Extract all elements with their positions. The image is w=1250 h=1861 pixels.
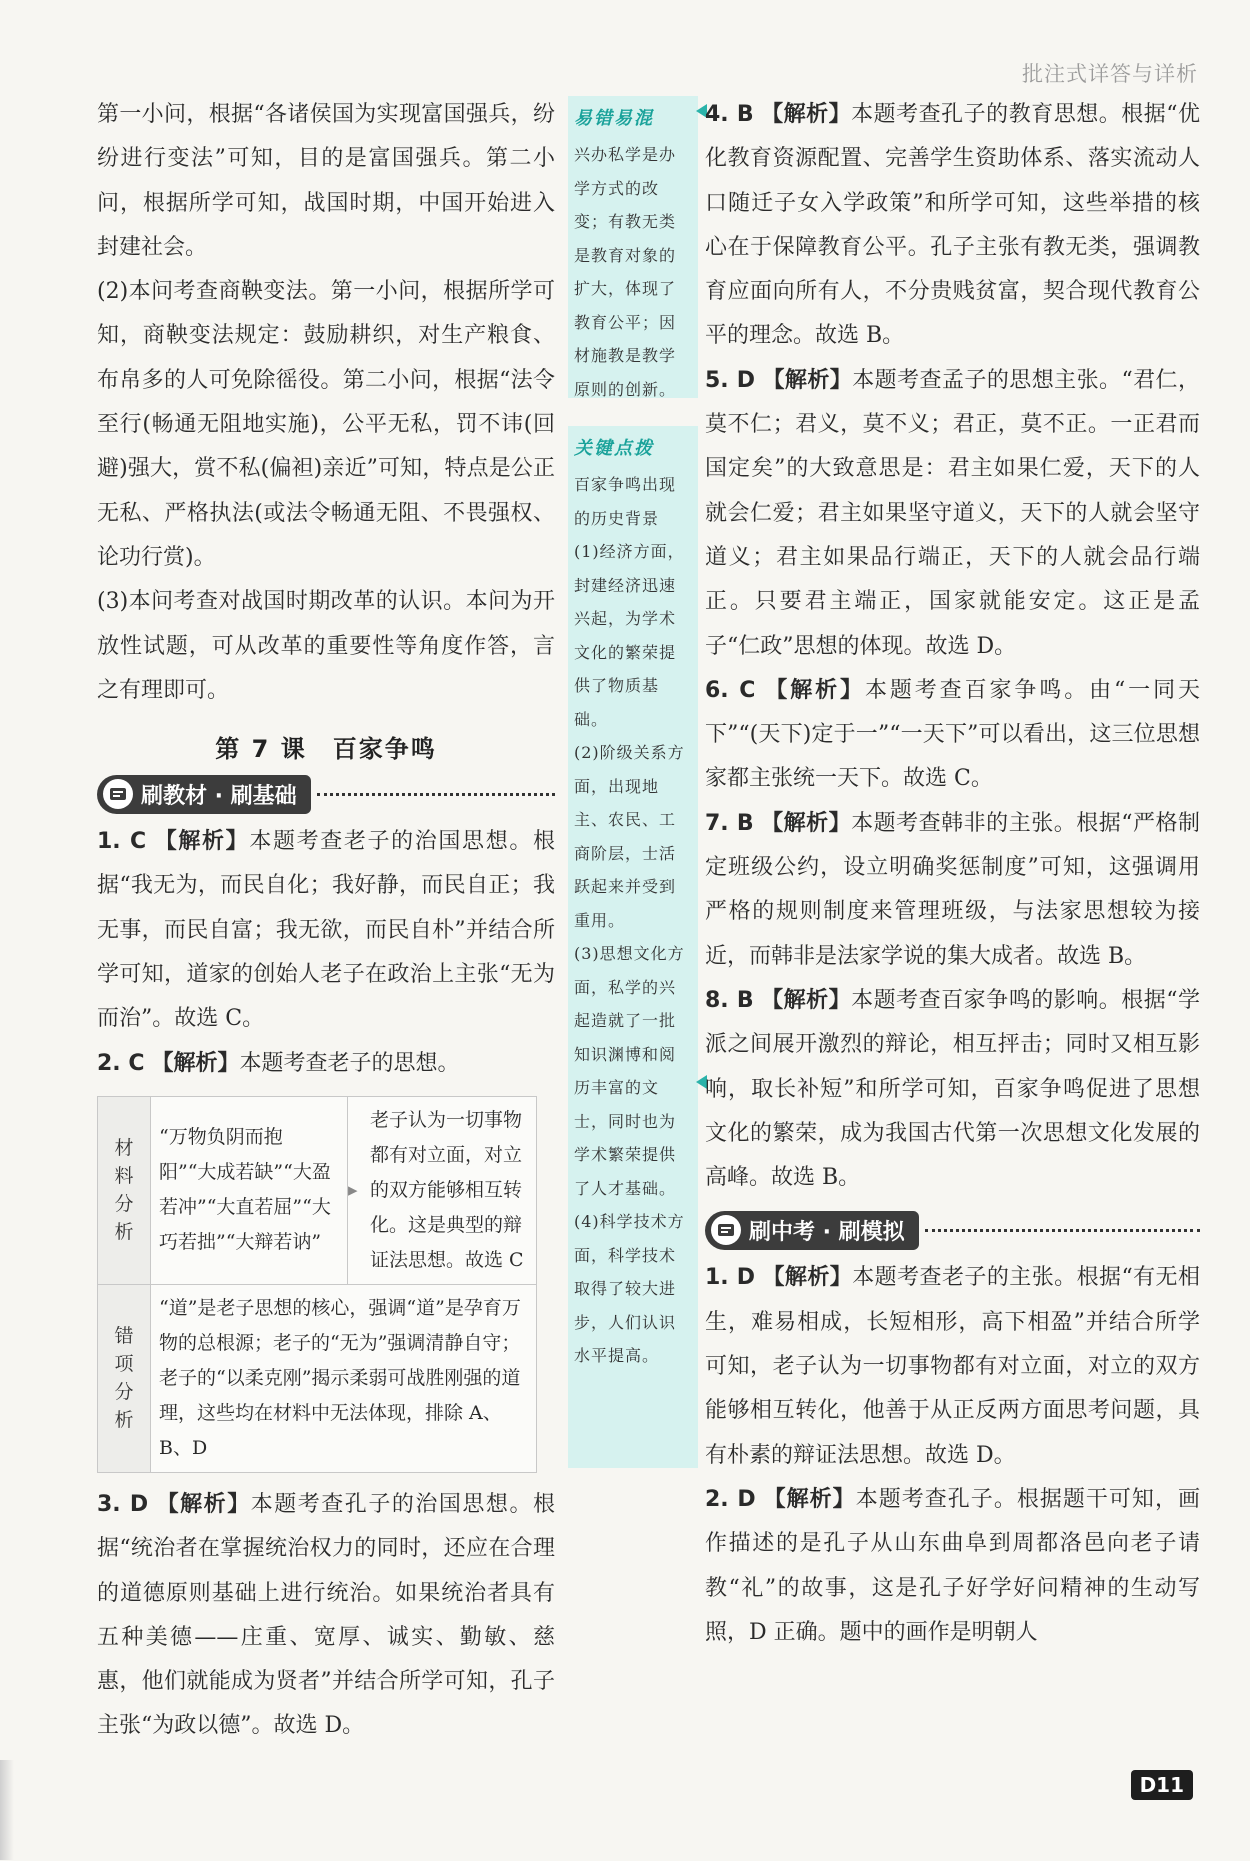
answer-7 [705, 802, 1200, 979]
right-column [705, 93, 1200, 1655]
answer-text: 本题考查孔子。根据题干可知，画作描述的是孔子从山东曲阜到周都洛邑向老子请教“礼”的故事，这是孔子好学好问精神的生动写照，D 正确。题中的画作是明朝人 [705, 1486, 1200, 1645]
material-conclusion: 老子认为一切事物都有对立面，对立的双方能够相互转化。这是典型的辩证法思想。故选 C [362, 1096, 537, 1284]
banner-dotted-line [317, 793, 555, 796]
answer-text: 本题考查百家争鸣。由“一同天下”“(天下)定于一”“一天下”可以看出，这三位思想家都主张统一天下。故选 C。 [705, 677, 1200, 792]
exam-answer-1 [705, 1256, 1200, 1477]
table-row [98, 1284, 537, 1472]
side-title-key-points: 关键点拨 [574, 438, 654, 459]
answer-4 [705, 93, 1200, 359]
lesson-title: 第 7 课 百家争鸣 [215, 735, 437, 764]
analysis-tag: 【解析】 [761, 810, 852, 836]
analysis-tag: 【解析】 [156, 1491, 251, 1517]
page-spine-shadow [0, 1760, 14, 1860]
side-text-error-prone: 兴办私学是办学方式的改变；有教无类是教育对象的扩大，体现了教育公平；因材施教是教学原则的创新。 [574, 145, 677, 399]
answer-8 [705, 979, 1200, 1200]
answer-number: 2. C [97, 1050, 145, 1076]
intro-paragraph-2: (2)本问考查商鞅变法。第一小问，根据所学可知，商鞅变法规定：鼓励耕织，对生产粮食、布帛多的人可免除徭役。第二小问，根据“法令至行(畅通无阻地实施)，公平无私，罚不讳(回避)强大，赏不私(偏袒)亲近”可知，特点是公正无私、严格执法(或法令畅通无阻、不畏强权、论功行赏)。 [97, 279, 555, 570]
answer-6 [705, 669, 1200, 802]
side-notes [568, 96, 698, 1468]
answer-2 [97, 1042, 555, 1086]
analysis-tag: 【解析】 [154, 829, 250, 855]
answer-number: 3. D [97, 1491, 149, 1517]
page-number: D11 [1131, 1770, 1193, 1800]
answer-number: 8. B [705, 987, 754, 1013]
analysis-tag: 【解析】 [762, 1265, 853, 1291]
side-text-key-points: 百家争鸣出现的历史背景 (1)经济方面，封建经济迅速兴起，为学术文化的繁荣提供了物质基础。 (2)阶级关系方面，出现地主、农民、工商阶层，士活跃起来并受到重用。 (3)思想文化方面，私学的兴起造就了一批知识渊博和阅历丰富的文士，同时也为学术繁荣提供了人才基础。 (4)科学技术方面，科学技术取得了较大进步，人们认识水平提高。 [574, 475, 685, 1365]
analysis-tag: 【解析】 [765, 677, 865, 703]
answer-number: 2. D [705, 1486, 756, 1512]
answer-text: 本题考查孔子的教育思想。根据“优化教育资源配置、完善学生资助体系、落实流动人口随迁子女入学政策”和所学可知，这些举措的核心在于保障教育公平。孔子主张有教无类，强调教育应面向所有人，不分贵贱贫富，契合现代教育公平的理念。故选 B。 [705, 102, 1200, 349]
answer-text: 本题考查老子的主张。根据“有无相生，难易相成，长短相形，高下相盈”并结合所学可知，老子认为一切事物都有对立面，对立的双方能够相互转化，他善于从正反两方面思考问题，具有朴素的辩证法思想。故选 D。 [705, 1265, 1200, 1468]
answer-number: 1. C [97, 829, 147, 855]
row-head-material: 材料分析 [98, 1096, 151, 1284]
side-note-error-prone [568, 96, 698, 398]
exam-answer-2 [705, 1478, 1200, 1655]
analysis-table [97, 1096, 537, 1473]
row-head-wrong-options: 错项分析 [98, 1284, 151, 1472]
banner-dotted-line [925, 1229, 1200, 1232]
analysis-tag: 【解析】 [151, 1050, 240, 1076]
side-note-key-points [568, 426, 698, 1468]
intro-paragraph-1: 第一小问，根据“各诸侯国为实现富国强兵，纷纷进行变法”可知，目的是富国强兵。第二小问，根据所学可知，战国时期，中国开始进入封建社会。 [97, 102, 555, 260]
answer-text: 本题考查老子的治国思想。根据“我无为，而民自化；我好静，而民自正；我无事，而民自富；我无欲，而民自朴”并结合所学可知，道家的创始人老子在政治上主张“无为而治”。故选 C。 [97, 829, 555, 1032]
answer-number: 4. B [705, 102, 754, 127]
answer-number: 6. C [705, 677, 756, 703]
wrong-options-text: “道”是老子思想的核心，强调“道”是孕育万物的总根源；老子的“无为”强调清静自守；老子的“以柔克刚”揭示柔弱可战胜刚强的道理，这些均在材料中无法体现，排除 A、B、D [151, 1284, 537, 1472]
answer-5 [705, 359, 1200, 669]
answer-3 [97, 1483, 555, 1749]
left-column [97, 93, 555, 1749]
side-title-error-prone: 易错易混 [574, 108, 654, 129]
answer-number: 1. D [705, 1265, 756, 1291]
book-brush-icon [711, 1215, 741, 1245]
banner-label: 刷教材 · 刷基础 [141, 783, 297, 809]
page-header: 批注式详答与详析 [1022, 62, 1198, 86]
answer-number: 5. D [705, 367, 756, 393]
answer-text: 本题考查孟子的思想主张。“君仁，莫不仁；君义，莫不义；君正，莫不正。一正君而国定矣”的大致意思是：君主如果仁爱，天下的人就会仁爱；君主如果坚守道义，天下的人就会坚守道义；君主如果品行端正，天下的人就会品行端正。只要君主端正，国家就能安定。这正是孟子“仁政”思想的体现。故选 D。 [705, 367, 1200, 659]
analysis-tag: 【解析】 [761, 987, 852, 1013]
banner-badge [97, 775, 311, 814]
section-banner-exam [705, 1210, 1200, 1250]
answer-text: 本题考查韩非的主张。根据“严格制定班级公约，设立明确奖惩制度”可知，这强调用严格的规则制度来管理班级，与法家思想较为接近，而韩非是法家学说的集大成者。故选 B。 [705, 810, 1200, 969]
book-brush-icon [103, 779, 133, 809]
table-row [98, 1096, 537, 1284]
banner-label: 刷中考 · 刷模拟 [749, 1219, 905, 1245]
intro-paragraph-3: (3)本问考查对战国时期改革的认识。本问为开放性试题，可从改革的重要性等角度作答，言之有理即可。 [97, 589, 555, 703]
material-quotes: “万物负阴而抱阳”“大成若缺”“大盈若冲”“大直若屈”“大巧若拙”“大辩若讷” [151, 1096, 348, 1284]
analysis-tag: 【解析】 [763, 1486, 856, 1512]
analysis-tag: 【解析】 [761, 102, 852, 127]
section-banner-basic [97, 774, 555, 814]
arrow-icon: ▸ [348, 1096, 363, 1284]
answer-text: 本题考查老子的思想。 [239, 1050, 460, 1076]
banner-badge [705, 1211, 919, 1250]
answer-text: 本题考查百家争鸣的影响。根据“学派之间展开激烈的辩论，相互抨击；同时又相互影响，取长补短”和所学可知，百家争鸣促进了思想文化的繁荣，成为我国古代第一次思想文化发展的高峰。故选 B。 [705, 987, 1200, 1191]
answer-text: 本题考查孔子的治国思想。根据“统治者在掌握统治权力的同时，还应在合理的道德原则基础上进行统治。如果统治者具有五种美德——庄重、宽厚、诚实、勤敏、慈惠，他们就能成为贤者”并结合所学可知，孔子主张“为政以德”。故选 D。 [97, 1491, 555, 1739]
analysis-tag: 【解析】 [762, 367, 853, 393]
answer-1 [97, 820, 555, 1041]
answer-number: 7. B [705, 810, 754, 836]
